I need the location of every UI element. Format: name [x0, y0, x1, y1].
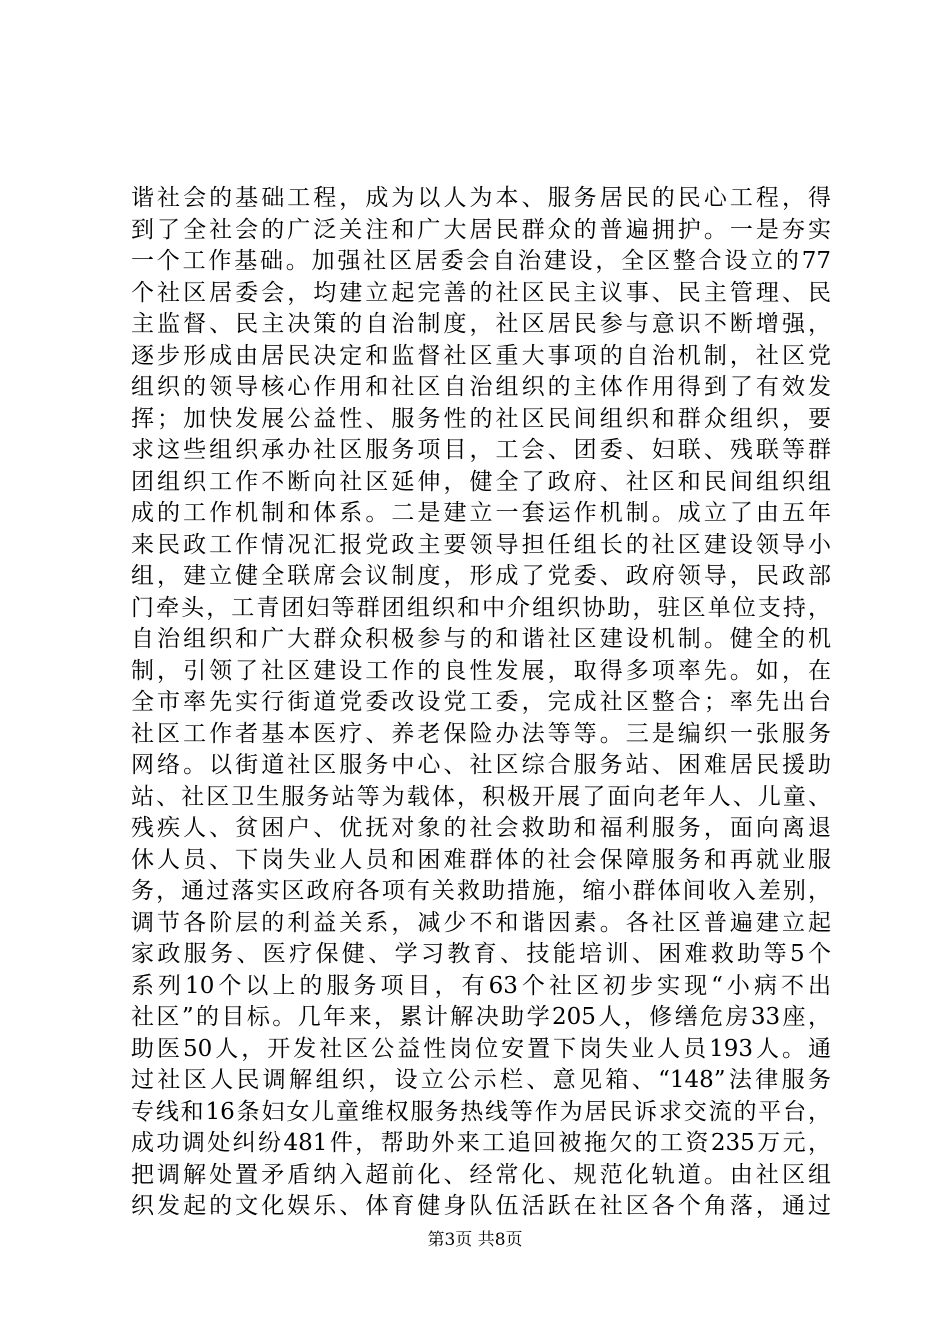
text-line: 谐社会的基础工程，成为以人为本、服务居民的民心工程，得	[131, 185, 831, 211]
text-line: 组织的领导核心作用和社区自治组织的主体作用得到了有效发	[131, 374, 831, 400]
text-line: 把调解处置矛盾纳入超前化、经常化、规范化轨道。由社区组	[131, 1161, 831, 1188]
text-line: 自治组织和广大群众积极参与的和谐社区建设机制。健全的机	[131, 626, 831, 652]
text-line: 站、社区卫生服务站等为载体，积极开展了面向老年人、儿童、	[131, 783, 831, 810]
text-line: 个社区居委会，均建立起完善的社区民主议事、民主管理、民	[131, 279, 831, 306]
text-line: 残疾人、贫困户、优抚对象的社会救助和福利服务，面向离退	[131, 815, 831, 841]
text-line: 全市率先实行街道党委改设党工委，完成社区整合；率先出台	[131, 689, 831, 715]
text-line: 一个工作基础。加强社区居委会自治建设，全区整合设立的77	[131, 248, 831, 274]
text-line: 织发起的文化娱乐、体育健身队伍活跃在社区各个角落，通过	[131, 1193, 831, 1219]
text-line: 助医50人，开发社区公益性岗位安置下岗失业人员193人。通	[131, 1035, 831, 1062]
text-line: 制，引领了社区建设工作的良性发展，取得多项率先。如，在	[131, 657, 831, 684]
text-line: 组，建立健全联席会议制度，形成了党委、政府领导，民政部	[131, 563, 831, 589]
text-line: 主监督、民主决策的自治制度，社区居民参与意识不断增强，	[131, 311, 831, 337]
text-line: 务，通过落实区政府各项有关救助措施，缩小群体间收入差别，	[131, 878, 831, 904]
text-line: 成的工作机制和体系。二是建立一套运作机制。成立了由五年	[131, 500, 831, 526]
text-line: 过社区人民调解组织，设立公示栏、意见箱、“148”法律服务	[131, 1067, 831, 1093]
text-line: 社区”的目标。几年来，累计解决助学205人，修缮危房33座，	[131, 1004, 831, 1030]
text-line: 团组织工作不断向社区延伸，健全了政府、社区和民间组织组	[131, 468, 831, 495]
text-line: 到了全社会的广泛关注和广大居民群众的普遍拥护。一是夯实	[131, 216, 831, 243]
text-line: 求这些组织承办社区服务项目，工会、团委、妇联、残联等群	[131, 437, 831, 463]
text-line: 来民政工作情况汇报党政主要领导担任组长的社区建设领导小	[131, 531, 831, 558]
text-line: 门牵头，工青团妇等群团组织和中介组织协助，驻区单位支持，	[131, 594, 831, 621]
text-line: 成功调处纠纷481件，帮助外来工追回被拖欠的工资235万元，	[131, 1130, 831, 1156]
page-footer: 第3页 共8页	[427, 1230, 523, 1250]
text-line: 挥；加快发展公益性、服务性的社区民间组织和群众组织，要	[131, 405, 831, 432]
text-line: 家政服务、医疗保健、学习教育、技能培训、困难救助等5个	[131, 941, 831, 967]
text-line: 系列10个以上的服务项目，有63个社区初步实现“小病不出	[131, 972, 831, 999]
text-line: 调节各阶层的利益关系，减少不和谐因素。各社区普遍建立起	[131, 909, 831, 936]
text-line: 逐步形成由居民决定和监督社区重大事项的自治机制，社区党	[131, 342, 831, 369]
text-line: 网络。以街道社区服务中心、社区综合服务站、困难居民援助	[131, 752, 831, 778]
body-paragraph	[131, 183, 831, 1223]
text-line: 休人员、下岗失业人员和困难群体的社会保障服务和再就业服	[131, 846, 831, 873]
text-line: 专线和16条妇女儿童维权服务热线等作为居民诉求交流的平台，	[131, 1098, 831, 1125]
text-line: 社区工作者基本医疗、养老保险办法等等。三是编织一张服务	[131, 720, 831, 747]
